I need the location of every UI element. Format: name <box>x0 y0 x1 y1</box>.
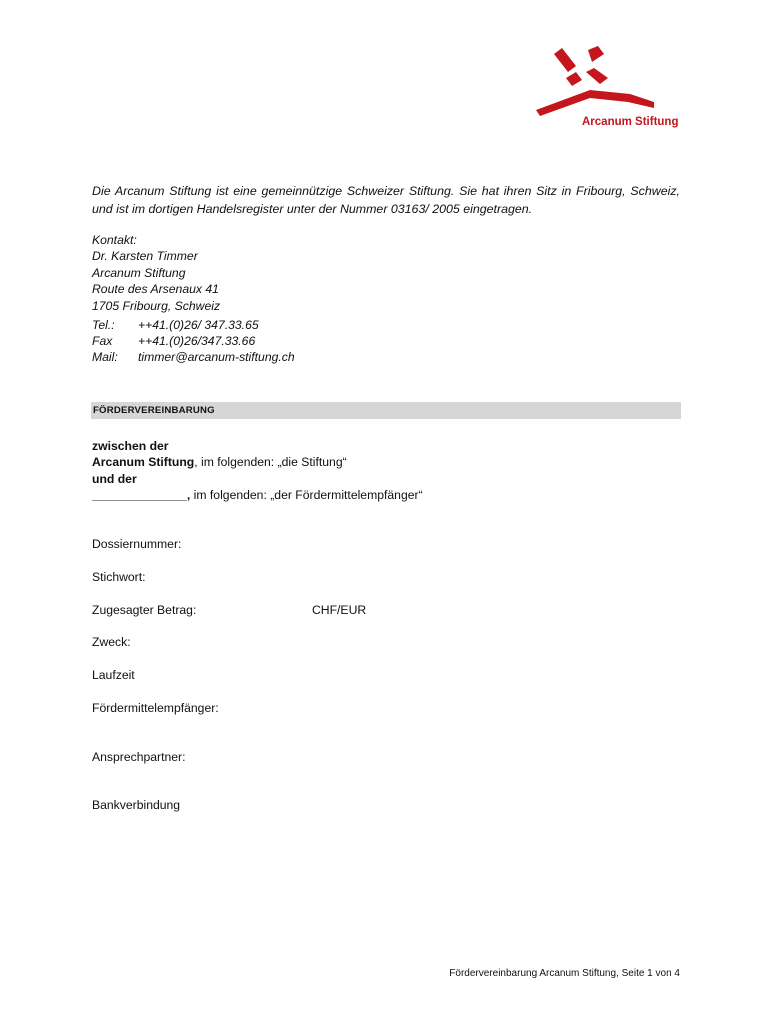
field-ansprechpartner: Ansprechpartner: <box>92 750 186 764</box>
parties-line-between: zwischen der <box>92 439 169 453</box>
contact-heading: Kontakt: <box>92 233 137 247</box>
fax-label: Fax <box>92 334 113 348</box>
field-zweck: Zweck: <box>92 635 131 649</box>
contact-street: Route des Arsenaux 41 <box>92 282 219 297</box>
contact-org: Arcanum Stiftung <box>92 265 186 280</box>
foundation-suffix: , im folgenden: „die Stiftung“ <box>194 455 347 470</box>
tel-value: ++41.(0)26/ 347.33.65 <box>138 318 259 332</box>
recipient-suffix: im folgenden: „der Fördermittelempfänger“ <box>190 488 423 503</box>
foundation-name: Arcanum Stiftung <box>92 455 195 470</box>
contact-name: Dr. Karsten Timmer <box>92 249 198 264</box>
field-dossiernummer: Dossiernummer: <box>92 537 182 551</box>
field-empfaenger: Fördermittelempfänger: <box>92 701 219 715</box>
page-footer: Fördervereinbarung Arcanum Stiftung, Seite 1 von 4 <box>449 968 680 979</box>
contact-fax-row <box>92 334 255 348</box>
tel-label: Tel.: <box>92 318 115 332</box>
field-betrag: Zugesagter Betrag: <box>92 603 197 617</box>
parties-line-and: und der <box>92 471 137 486</box>
parties-foundation-line <box>92 454 423 470</box>
section-header-bar <box>91 402 681 419</box>
field-currency: CHF/EUR <box>312 603 367 617</box>
parties-block <box>92 438 423 504</box>
contact-mail-row <box>92 350 295 364</box>
mail-value: timmer@arcanum-stiftung.ch <box>138 350 295 364</box>
arcanum-logo-icon <box>530 44 680 116</box>
contact-tel-row <box>92 318 259 332</box>
field-laufzeit: Laufzeit <box>92 668 135 682</box>
field-stichwort: Stichwort: <box>92 570 146 584</box>
fax-value: ++41.(0)26/347.33.66 <box>138 334 256 348</box>
logo-text: Arcanum Stiftung <box>582 116 679 128</box>
arcanum-logo <box>530 44 680 130</box>
contact-city: 1705 Fribourg, Schweiz <box>92 298 221 313</box>
parties-recipient-line <box>92 487 423 503</box>
section-title: FÖRDERVEREINBARUNG <box>93 405 215 416</box>
field-bankverbindung: Bankverbindung <box>92 798 181 812</box>
mail-label: Mail: <box>92 350 118 364</box>
contact-block <box>92 232 220 314</box>
recipient-blank: ______________, <box>92 488 191 503</box>
intro-paragraph: Die Arcanum Stiftung ist eine gemeinnützige Schweizer Stiftung. Sie hat ihren Sitz in Fribourg, Schweiz, und ist im dortigen Handelsregister unter der Nummer 03163/ 2005 eingetragen. <box>92 184 680 216</box>
